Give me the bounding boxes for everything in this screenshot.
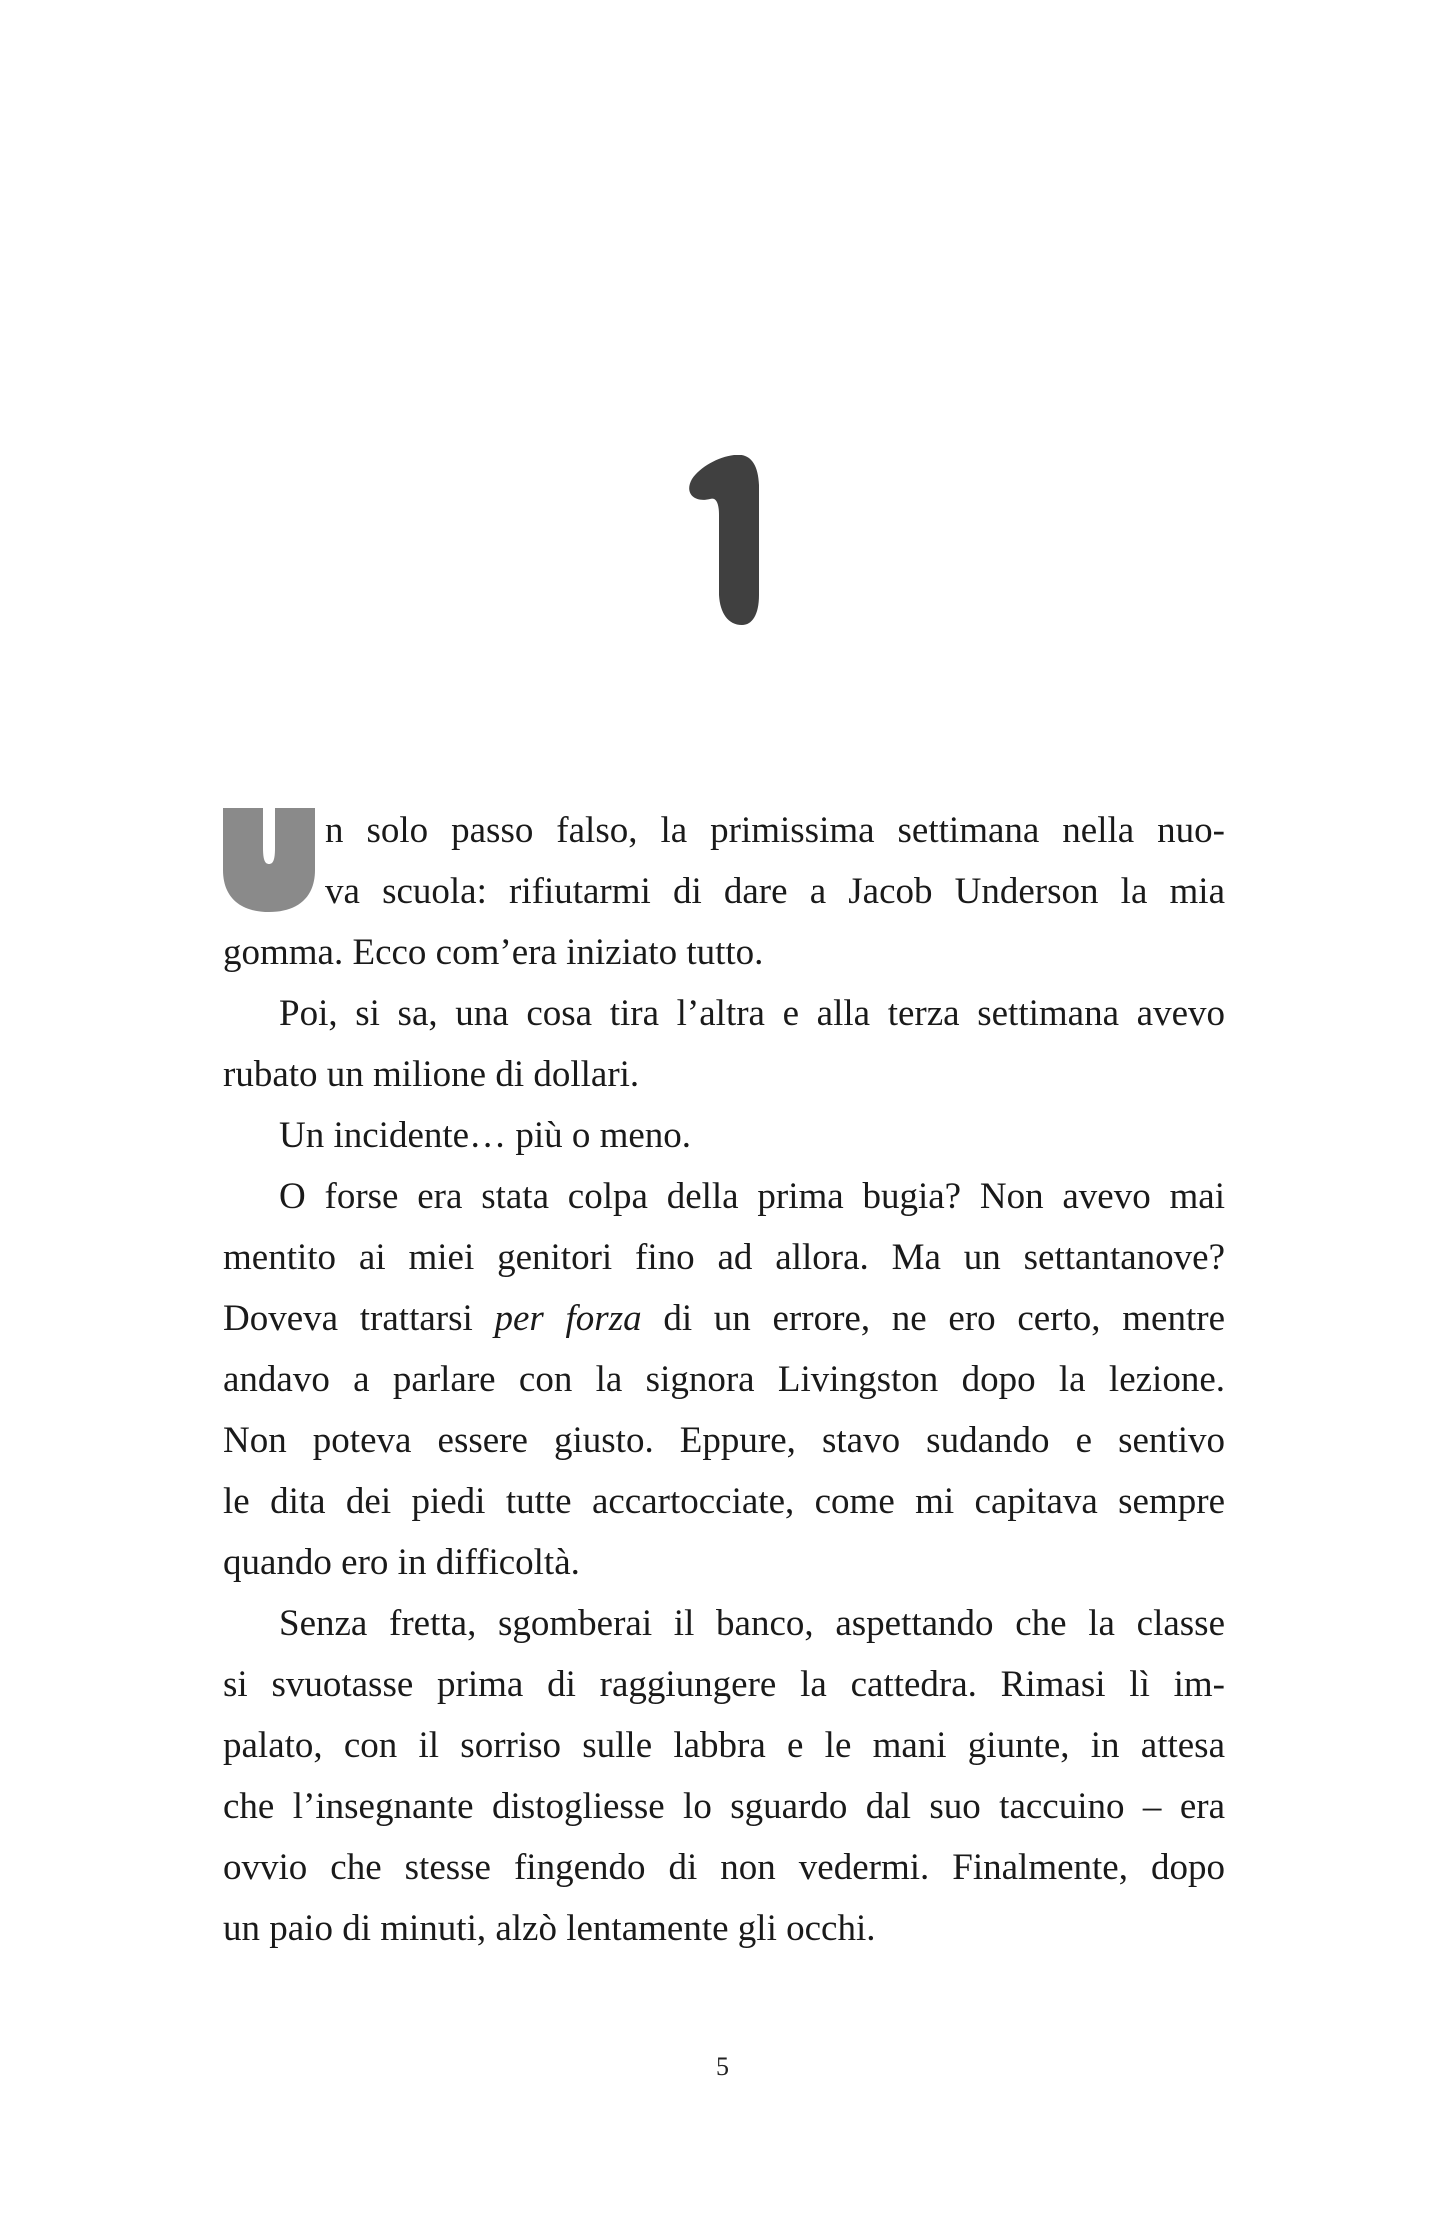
text-line: Un incidente… più o meno. [279, 1115, 692, 1156]
text-line: gomma. Ecco com’era iniziato tutto. [223, 932, 764, 973]
text-line: le dita dei piedi tutte accartocciate, come mi capitava sempre [223, 1481, 1225, 1522]
text-line-emphasis: Doveva trattarsi per forza di un errore, ne ero certo, mentre [223, 1298, 1225, 1339]
text-line: n solo passo falso, la primissima settimana nella nuo- [325, 810, 1225, 851]
text-line: Non poteva essere giusto. Eppure, stavo sudando e sentivo [223, 1420, 1225, 1461]
text-line: che l’insegnante distogliesse lo sguardo dal suo taccuino – era [223, 1786, 1225, 1827]
text-line: mentito ai miei genitori fino ad allora. Ma un settantanove? [223, 1237, 1225, 1278]
text-line: un paio di minuti, alzò lentamente gli occhi. [223, 1908, 876, 1949]
chapter-body [223, 800, 1225, 1959]
page-number: 5 [716, 2052, 729, 2081]
text-line: Senza fretta, sgomberai il banco, aspettando che la classe [279, 1603, 1225, 1644]
text-line: palato, con il sorriso sulle labbra e le mani giunte, in attesa [223, 1725, 1225, 1766]
chapter-number [686, 455, 766, 625]
text-line: ovvio che stesse fingendo di non vedermi. Finalmente, dopo [223, 1847, 1225, 1888]
text-line: va scuola: rifiutarmi di dare a Jacob Underson la mia [325, 871, 1225, 912]
text-line: Poi, si sa, una cosa tira l’altra e alla terza settimana avevo [279, 993, 1225, 1034]
text-line: si svuotasse prima di raggiungere la cattedra. Rimasi lì im- [223, 1664, 1225, 1705]
text-line: rubato un milione di dollari. [223, 1054, 640, 1095]
text-line: quando ero in difficoltà. [223, 1542, 580, 1583]
emphasis-text: per forza [494, 1298, 642, 1339]
text-line: andavo a parlare con la signora Livingston dopo la lezione. [223, 1359, 1225, 1400]
text-line: O forse era stata colpa della prima bugia? Non avevo mai [279, 1176, 1225, 1217]
